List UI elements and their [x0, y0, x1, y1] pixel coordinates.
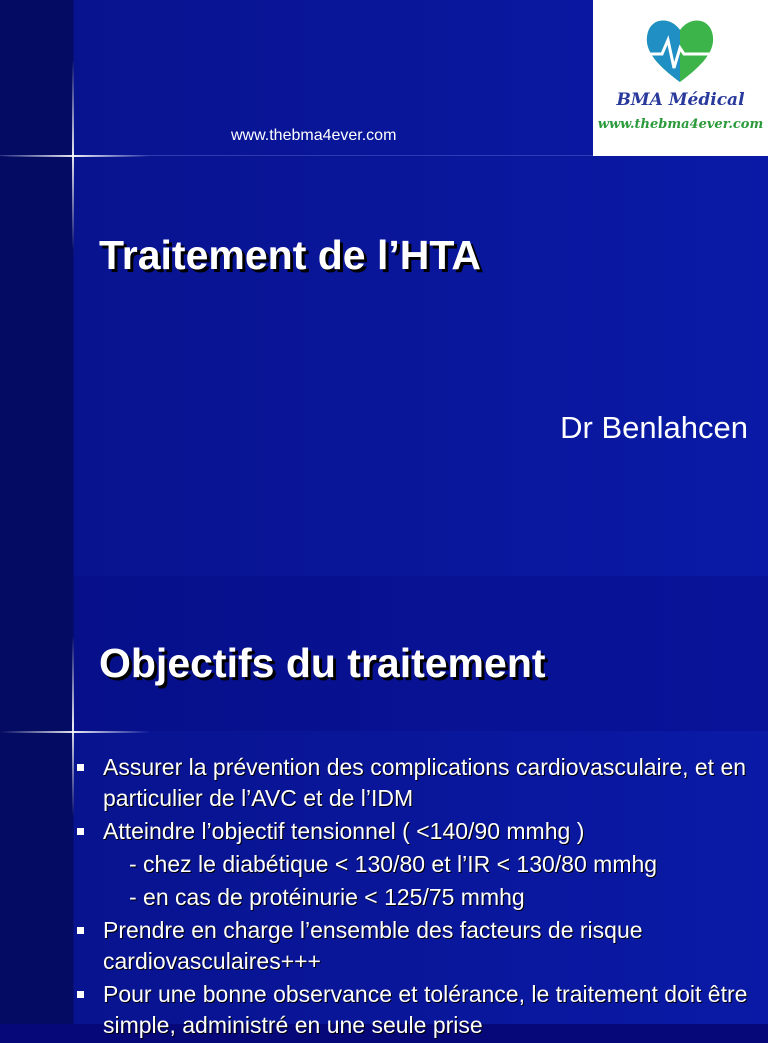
bullet-icon — [77, 764, 84, 771]
bullet-list — [73, 752, 763, 1043]
list-item: Prendre en charge l’ensemble des facteurs de risque cardiovasculaires+++ — [73, 915, 763, 977]
heart-icon — [640, 10, 720, 90]
list-item: Atteindre l’objectif tensionnel ( <140/90 mmhg ) — [73, 816, 763, 847]
logo-site: www.thebma4ever.com — [597, 117, 764, 132]
list-item: Pour une bonne observance et tolérance, le traitement doit être simple, administré en une seule prise — [73, 979, 763, 1041]
bma-logo — [593, 0, 768, 156]
list-subitem: - en cas de protéinurie < 125/75 mmhg — [129, 884, 525, 910]
site-url: www.thebma4ever.com — [231, 127, 397, 144]
bullet-icon — [77, 828, 84, 835]
list-subitem: - chez le diabétique < 130/80 et l’IR < 130/80 mmhg — [129, 851, 658, 877]
slide-title: Traitement de l’HTA — [99, 232, 481, 278]
slide-title: Objectifs du traitement — [99, 640, 546, 686]
bullet-icon — [77, 991, 84, 998]
list-item: Assurer la prévention des complications cardiovasculaire, et en particulier de l’AVC et de l’IDM — [73, 752, 763, 814]
lens-flare-horizontal — [0, 731, 150, 733]
bullet-icon — [77, 927, 84, 934]
objectives-slide — [0, 576, 768, 1038]
author: Dr Benlahcen — [560, 410, 748, 445]
lens-flare-horizontal — [0, 155, 150, 157]
logo-brand: BMA Médical — [616, 90, 745, 110]
